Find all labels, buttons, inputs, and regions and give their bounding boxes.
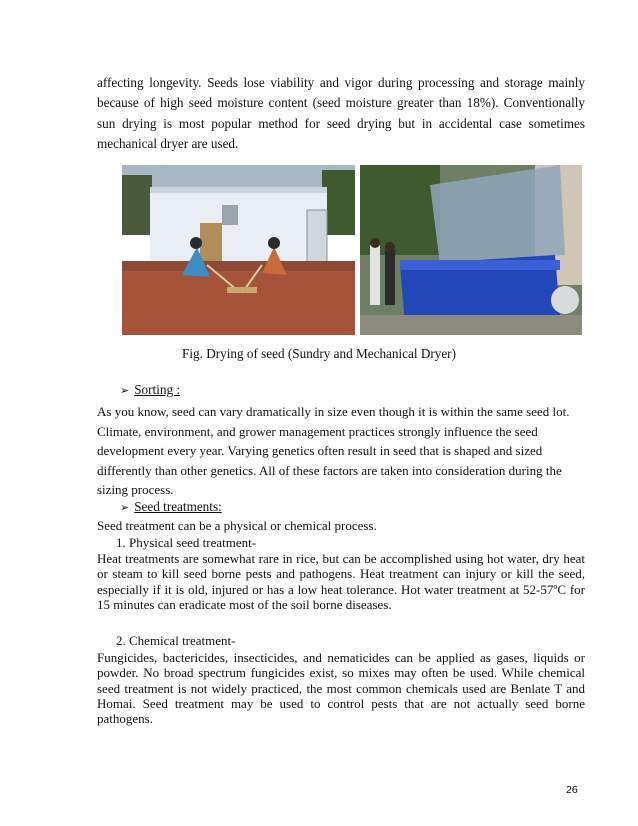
figure-images — [122, 165, 582, 335]
chemical-treatment-title: 2. Chemical treatment- — [116, 633, 236, 648]
mechanical-dryer-photo — [360, 165, 582, 335]
physical-treatment-title: 1. Physical seed treatment- — [116, 535, 257, 550]
sun-drying-photo — [122, 165, 355, 335]
treatments-intro: Seed treatment can be a physical or chemical process. — [97, 518, 377, 533]
figure-caption: Fig. Drying of seed (Sundry and Mechanical Dryer) — [182, 346, 456, 361]
intro-paragraph: affecting longevity. Seeds lose viability and vigor during processing and storage mainly because of high seed moisture content (seed moisture greater than 18%). Conventionally sun drying is most popular method for seed drying but in accidental case sometimes mechanical dryer are used. — [97, 75, 585, 151]
page-number: 26 — [566, 784, 578, 796]
arrow-bullet-icon: ➢ — [120, 501, 130, 514]
sorting-paragraph: As you know, seed can vary dramatically in size even though it is within the same seed lot. Climate, environment, and grower management practices strongly influence the seed development every year. Varying genetics often result in seed that is shaped and sized differently than other genetics. All of these factors are taken into consideration during the sizing process. — [97, 404, 570, 498]
chemical-treatment-text: Fungicides, bactericides, insecticides, and nematicides can be applied as gases, liquids or powder. No broad spectrum fungicides exist, so mixes may often be used. While chemical seed treatment is not widely practiced, the most common chemicals used are Benlate T and Homai. Seed treatment may be used to control pests that are not actually seed borne pathogens. — [97, 650, 585, 727]
sorting-heading — [120, 381, 180, 400]
sorting-heading-text: Sorting : — [134, 382, 181, 397]
arrow-bullet-icon: ➢ — [120, 384, 130, 397]
physical-treatment-text: Heat treatments are somewhat rare in rice, but can be accomplished using hot water, dry heat or steam to kill seed borne pests and pathogens. Heat treatment can injury or kill the seed, especially if it is old, injured or has a low heat tolerance. Hot water treatment at 52-57ºC for 15 minutes can eradicate most of the soil borne diseases. — [97, 551, 585, 612]
treatments-heading — [120, 498, 222, 517]
treatments-heading-text: Seed treatments: — [134, 499, 222, 514]
